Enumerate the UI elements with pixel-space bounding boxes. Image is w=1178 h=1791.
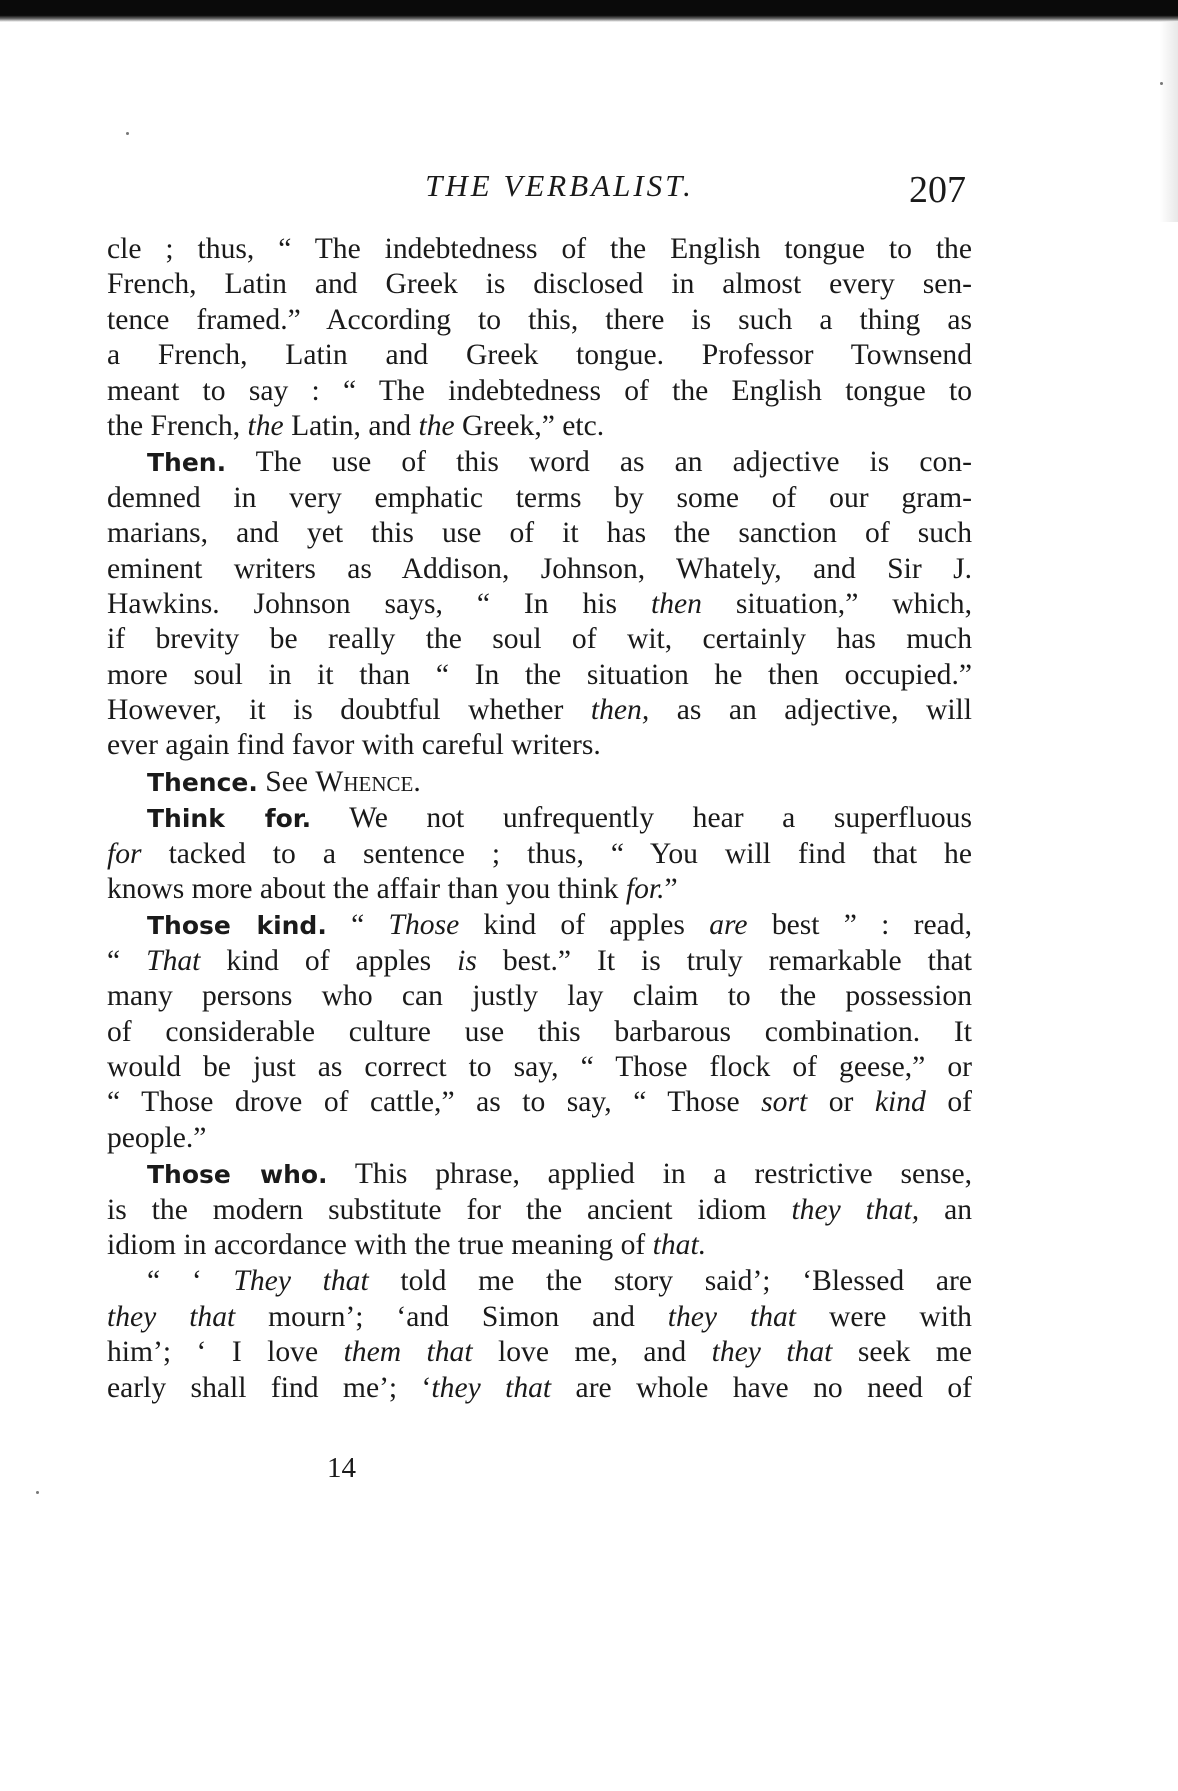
scan-right-edge [1160,22,1178,222]
page-body [107,232,972,1406]
running-title: THE VERBALIST. [425,168,694,203]
text-line: cle ; thus, “ The indebtedness of the English tongue to the [107,233,972,265]
entry-then: Then. The use of this word as an adjective is con- demned in very emphatic terms by some of our gram- marians, and yet this use of it has the sanction of such eminent writers as Addison, Johnson, Whately, and Sir J. Hawkins. Johnson says, “ In his then situation,” which, if brevity be really the soul of wit, certainly has much more soul in it than “ In the situation he then occupied.” However, it is doubtful whether then, as an adjective, will ever again find favor with careful writers. [107,446,972,762]
headword-those-who: Those who. [147,1160,328,1190]
entry-those-kind: Those kind. “ Those kind of apples are best ” : read, “ That kind of apples is best.” It is truly remarkable that many persons who can justly lay claim to the possession of considerable culture use this barbarous combination. It would be just as correct to say, “ Those flock of geese,” or “ Those drove of cattle,” as to say, “ Those sort or kind of people.” [107,909,972,1154]
headword-thence: Thence. [147,767,258,797]
entry-those-who: Those who. This phrase, applied in a restrictive sense, is the modern substitute for the ancient idiom they that, an idiom in accordance with the true meaning of that. [107,1158,972,1261]
scan-speck [1160,82,1163,85]
running-head [107,160,972,220]
scan-speck [126,132,129,135]
headword-then: Then. [147,448,227,478]
text-line: tence framed.” According to this, there is such a thing as [107,303,972,336]
scan-top-edge [0,0,1178,22]
page-number: 207 [909,169,966,211]
entry-thence: Thence. See Whence. [147,765,421,798]
headword-those-kind: Those kind. [147,911,327,941]
text-line: the French, the Latin, and the Greek,” etc. [107,409,605,442]
text-line: French, Latin and Greek is disclosed in almost every sen- [107,268,972,301]
book-page [107,160,973,1484]
scan-speck [36,1491,39,1494]
signature-mark: 14 [327,1452,356,1484]
headword-think-for: Think for. [147,804,312,834]
text-line: meant to say : “ The indebtedness of the English tongue to [107,374,972,407]
continuation-paragraph [107,232,972,444]
entry-think-for: Think for. We not unfrequently hear a superfluous for tacked to a sentence ; thus, “ You will find that he knows more about the affair than you think for.” [107,802,972,906]
block-quotation: “ ‘ They that told me the story said’; ‘Blessed are they that mourn’; ‘and Simon and they that were with him’; ‘ I love them that love me, and they that seek me early shall find me’; ‘they that are whole have no need of [107,1265,973,1404]
cross-reference: Whence. [315,765,421,798]
text-line: a French, Latin and Greek tongue. Professor Townsend [107,339,972,372]
